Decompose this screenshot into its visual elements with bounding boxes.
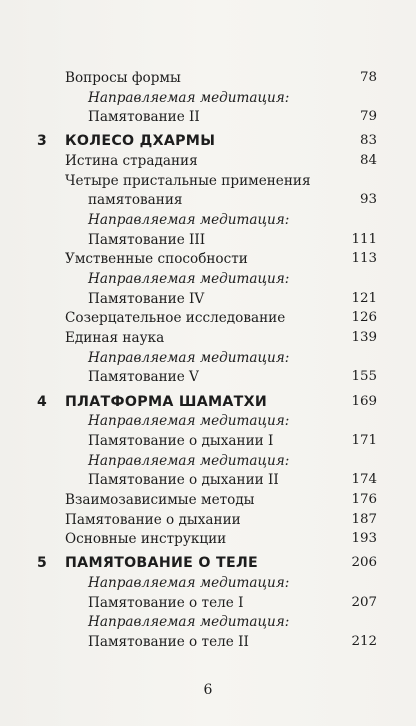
entry-page-number: 78	[359, 70, 377, 85]
entry-page-number: 155	[351, 369, 377, 385]
entry-title: Памятование IV	[88, 290, 205, 307]
chapter-number: 4	[37, 393, 47, 410]
entry-page-number: 79	[359, 109, 377, 125]
entry-title: Памятование V	[88, 369, 199, 386]
entry-title: Созерцательное исследование	[65, 310, 286, 327]
meditation-label: Направляемая медитация:	[88, 89, 290, 106]
entry-page-number: 113	[351, 251, 377, 267]
entry-title: Взаимозависимые методы	[65, 491, 255, 508]
entry-page-number: 176	[351, 491, 377, 507]
entry-page-number: 193	[351, 531, 377, 547]
chapter-number: 3	[37, 133, 47, 150]
meditation-label: Направляемая медитация:	[88, 575, 290, 592]
meditation-label: Направляемая медитация:	[88, 271, 290, 288]
dot-leader	[255, 631, 346, 653]
entry-page-number: 212	[351, 634, 377, 649]
entry-title: Памятование о дыхании I	[88, 432, 274, 449]
entry-page-number: 84	[359, 153, 377, 169]
dot-leader	[205, 366, 346, 388]
entry-page-number: 83	[359, 133, 377, 149]
entry-page-number: 206	[351, 555, 377, 571]
meditation-label: Направляемая медитация:	[88, 452, 290, 469]
chapter-title: ПАМЯТОВАНИЕ О ТЕЛЕ	[65, 555, 259, 572]
entry-title: Памятование о дыхании	[65, 511, 241, 528]
entry-page-number: 169	[351, 393, 377, 409]
dot-leader	[232, 528, 345, 550]
entry-title: Памятование о теле II	[88, 634, 249, 650]
entry-page-number: 171	[351, 432, 377, 448]
entry-page-number: 111	[351, 231, 377, 247]
toc-entry	[0, 631, 416, 653]
page-number: 6	[203, 682, 213, 698]
entry-page-number: 121	[351, 290, 377, 306]
chapter-title: ПЛАТФОРМА ШАМАТХИ	[65, 393, 268, 410]
entry-page-number: 174	[351, 472, 377, 488]
entry-title: Памятование о дыхании II	[88, 472, 279, 489]
entry-title: Умственные способности	[65, 251, 248, 268]
toc-entry	[0, 528, 416, 550]
meditation-label: Направляемая медитация:	[88, 349, 290, 366]
entry-page-number: 126	[351, 310, 377, 326]
entry-title: Памятование о теле I	[88, 594, 244, 611]
meditation-label: Направляемая медитация:	[88, 614, 290, 631]
entry-title: Истина страдания	[65, 153, 198, 170]
entry-title: Памятование II	[88, 109, 200, 126]
chapter-title: КОЛЕСО ДХАРМЫ	[65, 133, 216, 150]
entry-page-number: 93	[359, 192, 377, 208]
entry-title: памятования	[88, 192, 183, 209]
meditation-label: Направляемая медитация:	[88, 413, 290, 430]
dot-leader	[206, 106, 354, 128]
entry-page-number: 187	[351, 511, 377, 527]
entry-title: Основные инструкции	[65, 531, 227, 548]
toc-entry	[0, 106, 416, 128]
toc-entry	[0, 366, 416, 388]
entry-title: Четыре пристальные применения	[65, 172, 311, 189]
entry-page-number: 207	[351, 594, 377, 610]
entry-page-number: 139	[351, 330, 377, 346]
entry-title: Вопросы формы	[65, 70, 181, 86]
entry-title: Единая наука	[65, 330, 165, 347]
entry-title: Памятование III	[88, 231, 206, 248]
chapter-number: 5	[37, 555, 47, 572]
meditation-label: Направляемая медитация:	[88, 212, 290, 229]
